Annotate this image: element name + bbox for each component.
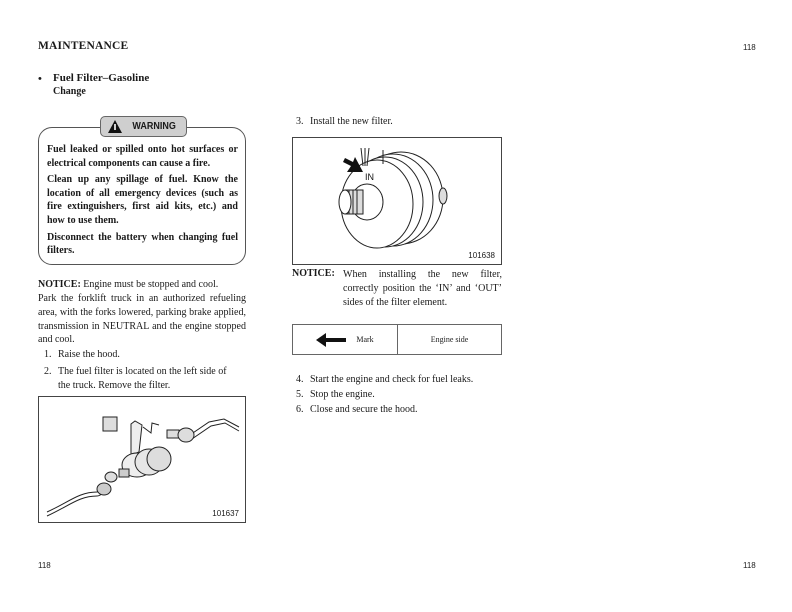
fuel-filter-assembly-illustration bbox=[39, 397, 245, 522]
page-number-bottom-right: 118 bbox=[743, 561, 756, 570]
bullet-marker: • bbox=[38, 73, 42, 85]
notice-in-out-text: When installing the new filter, correctly position the ‘IN’ and ‘OUT’ sides of the filter element. bbox=[343, 269, 502, 308]
figure-id: 101638 bbox=[468, 251, 495, 260]
mark-label: Mark bbox=[356, 335, 374, 344]
warning-label: WARNING bbox=[132, 121, 177, 132]
warning-tag bbox=[100, 116, 187, 137]
step-1: 1. Raise the hood. bbox=[44, 349, 120, 360]
warning-text bbox=[47, 143, 238, 261]
fuel-filter-illustration bbox=[293, 138, 501, 264]
notice-engine-cool bbox=[38, 278, 246, 292]
subsection-subtitle: Change bbox=[53, 86, 86, 97]
figure-fuel-filter-in-side bbox=[292, 137, 502, 265]
notice-label: NOTICE: bbox=[292, 268, 335, 279]
mark-legend-table bbox=[292, 324, 502, 355]
inlet-label: IN bbox=[365, 172, 374, 182]
figure-fuel-filter-assembly bbox=[38, 396, 246, 523]
step-3: 3. Install the new filter. bbox=[296, 116, 393, 127]
engine-side-cell bbox=[398, 325, 501, 354]
section-title: MAINTENANCE bbox=[38, 40, 129, 52]
warning-triangle-icon bbox=[108, 120, 122, 133]
warning-paragraph: Clean up any spillage of fuel. Know the location of all emergency devices (such as fire extinguishers, first aid kits, etc.) and how to use them. bbox=[47, 174, 238, 226]
figure-id: 101637 bbox=[212, 509, 239, 518]
notice-text: Engine must be stopped and cool. bbox=[80, 279, 219, 290]
engine-side-label: Engine side bbox=[430, 335, 469, 344]
notice-label: NOTICE: bbox=[38, 279, 81, 290]
step-4: 4. Start the engine and check for fuel leaks. bbox=[296, 374, 474, 385]
page-number-top: 118 bbox=[743, 43, 756, 52]
step-5: 5. Stop the engine. bbox=[296, 389, 375, 400]
mark-cell bbox=[293, 325, 398, 354]
intro-paragraph: Park the forklift truck in an authorized refueling area, with the forks lowered, parking brake applied, transmission in NEUTRAL and the engine stopped and cool. bbox=[38, 293, 246, 346]
warning-paragraph: Fuel leaked or spilled onto hot surfaces or electrical components can cause a fire. bbox=[47, 144, 238, 169]
page-number-bottom-left: 118 bbox=[38, 561, 51, 570]
arrow-left-icon bbox=[316, 335, 346, 345]
subsection-title: Fuel Filter–Gasoline bbox=[53, 72, 150, 84]
step-2: 2. The fuel filter is located on the left side of the truck. Remove the filter. bbox=[44, 366, 227, 391]
step-6: 6. Close and secure the hood. bbox=[296, 404, 418, 415]
warning-paragraph: Disconnect the battery when changing fuel filters. bbox=[47, 231, 238, 257]
